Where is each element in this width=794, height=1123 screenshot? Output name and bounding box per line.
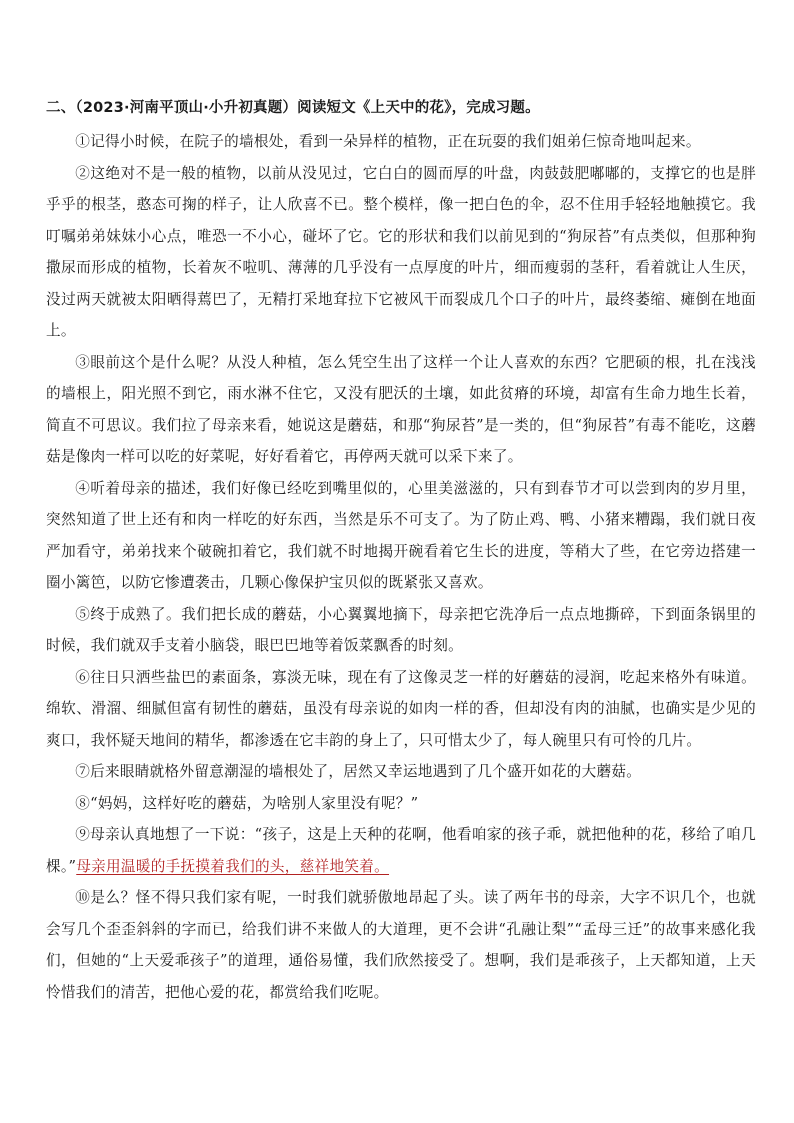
paragraph-9 [46,819,756,882]
underlined-sentence: 母亲用温暖的手抚摸着我们的头，慈祥地笑着。 [76,857,390,875]
question-heading: 二、（2023·河南平顶山·小升初真题）阅读短文《上天中的花》，完成习题。 [46,100,540,116]
paragraph-4: ④听着母亲的描述，我们好像已经吃到嘴里似的，心里美滋滋的，只有到春节才可以尝到肉的岁月里，突然知道了世上还有和肉一样吃的好东西，当然是乐不可支了。为了防止鸡、鸭、小猪来糟蹋，我们就日夜严加看守，弟弟找来个破碗扣着它，我们就不时地揭开碗看着它生长的进度，等稍大了些，在它旁边搭建一圈小篱笆，以防它惨遭袭击，几颗心像保护宝贝似的既紧张又喜欢。 [46,479,756,591]
paragraph-7: ⑦后来眼睛就格外留意潮湿的墙根处了，居然又幸运地遇到了几个盛开如花的大蘑菇。 [75,763,642,780]
paragraph-9-text: ⑨母亲认真地想了一下说：“孩子，这是上天种的花啊，他看咱家的孩子乖，就把他种的花，移给了咱几棵。” [46,826,756,875]
reading-passage [46,98,756,1008]
paragraph-3: ③眼前这个是什么呢？从没人种植，怎么凭空生出了这样一个让人喜欢的东西？它肥硕的根，扎在浅浅的墙根上，阳光照不到它，雨水淋不住它，又没有肥沃的土壤，如此贫瘠的环境，却富有生命力地生长着，简直不可思议。我们拉了母亲来看，她说这是蘑菇，和那“狗尿苔”是一类的，但“狗尿苔”有毒不能吃，这蘑菇是像肉一样可以吃的好菜呢，好好看着它，再停两天就可以采下来了。 [46,353,756,465]
paragraph-2: ②这绝对不是一般的植物，以前从没见过，它白白的圆而厚的叶盘，肉鼓鼓肥嘟嘟的，支撑它的也是胖乎乎的根茎，憨态可掬的样子，让人欣喜不已。整个模样，像一把白色的伞，忍不住用手轻轻地触摸它。我叮嘱弟弟妹妹小心点，唯恐一不小心，碰坏了它。它的形状和我们以前见到的“狗尿苔”有点类似，但那种狗撒尿而形成的植物，长着灰不啦叽、薄薄的几乎没有一点厚度的叶片，细而瘦弱的茎秆，看着就让人生厌，没过两天就被太阳晒得蔫巴了，无精打采地耷拉下它被风干而裂成几个口子的叶片，最终萎缩、瘫倒在地面上。 [46,164,756,339]
paragraph-5: ⑤终于成熟了。我们把长成的蘑菇，小心翼翼地摘下，母亲把它洗净后一点点地撕碎，下到面条锅里的时候，我们就双手支着小脑袋，眼巴巴地等着饭菜飘香的时刻。 [46,605,756,654]
paragraph-10: ⑩是么？怪不得只我们家有呢，一时我们就骄傲地昂起了头。读了两年书的母亲，大字不识几个，也就会写几个歪歪斜斜的字而已，给我们讲不来做人的大道理，更不会讲“孔融让梨”“孟母三迁”的故事来感化我们，但她的“上天爱乖孩子”的道理，通俗易懂，我们欣然接受了。想啊，我们是乖孩子，上天都知道，上天怜惜我们的清苦，把他心爱的花，都赏给我们吃呢。 [46,889,756,1001]
paragraph-6: ⑥往日只洒些盐巴的素面条，寡淡无味，现在有了这像灵芝一样的好蘑菇的浸润，吃起来格外有味道。绵软、滑溜、细腻但富有韧性的蘑菇，虽没有母亲说的如肉一样的香，但却没有肉的油腻，也确实是少见的爽口，我怀疑天地间的精华，都渗透在它丰韵的身上了，只可惜太少了，每人碗里只有可怜的几片。 [46,668,756,749]
paragraph-1: ①记得小时候，在院子的墙根处，看到一朵异样的植物，正在玩耍的我们姐弟仨惊奇地叫起来。 [75,133,701,150]
paragraph-8: ⑧“妈妈，这样好吃的蘑菇，为啥别人家里没有呢？” [75,794,419,812]
